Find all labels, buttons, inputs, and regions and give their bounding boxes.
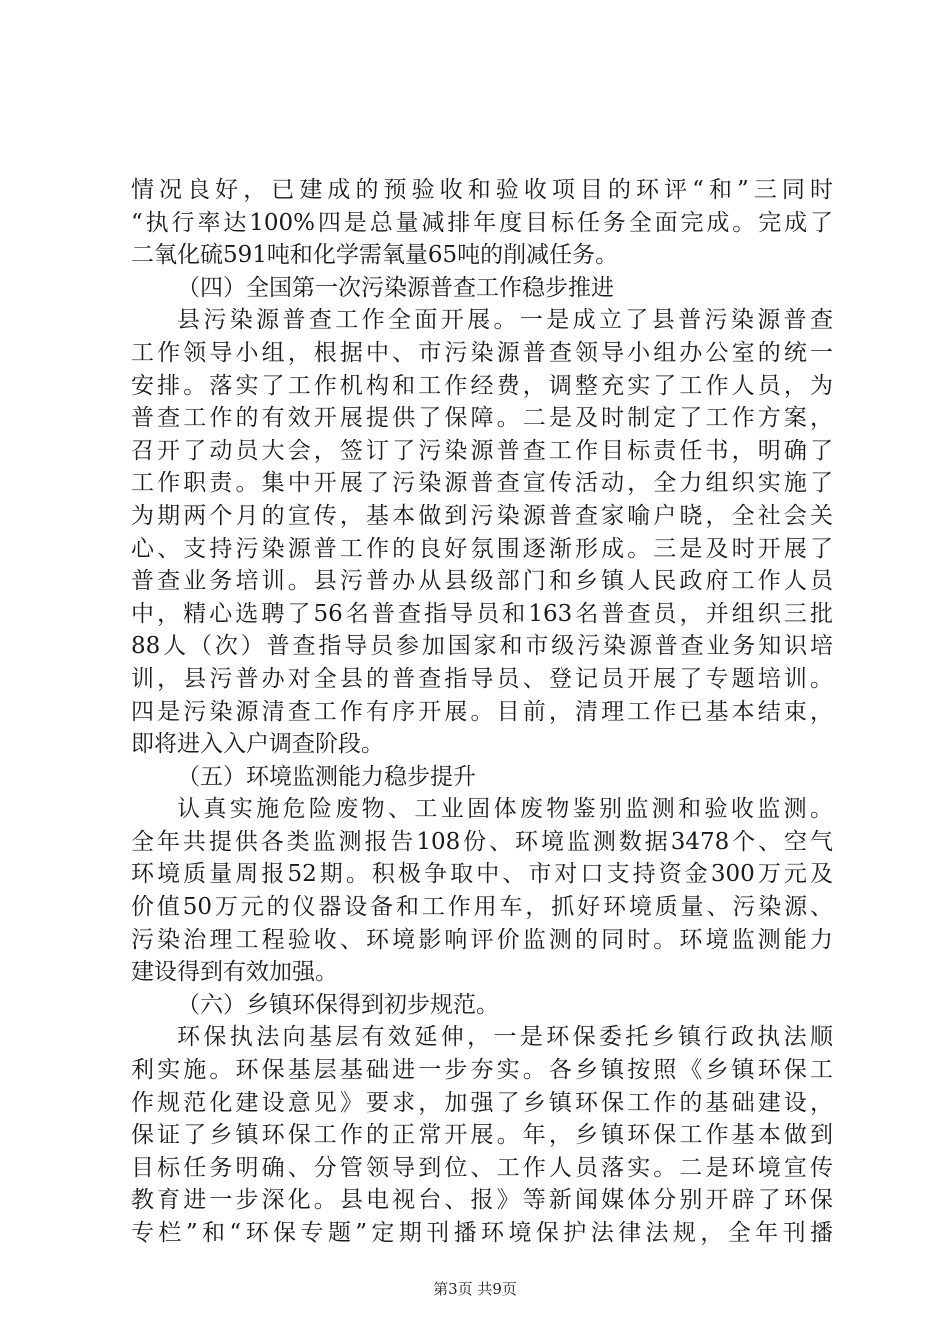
paragraph-line: 专栏”和“环保专题”定期刊播环境保护法律法规，全年刊播 — [131, 1220, 833, 1246]
paragraph-line: 认真实施危险废物、工业固体废物鉴别监测和验收监测。 — [177, 796, 833, 823]
paragraph-line: 全年共提供各类监测报告108份、环境监测数据3478个、空气 — [131, 828, 833, 855]
paragraph-line: 利实施。环保基层基础进一步夯实。各乡镇按照《乡镇环保工 — [131, 1057, 833, 1084]
page-number-footer: 第3页 共9页 — [433, 1280, 517, 1298]
document-body — [131, 174, 833, 1250]
section-heading: （四）全国第一次污染源普查工作稳步推进 — [177, 274, 614, 301]
paragraph-line: 四是污染源清查工作有序开展。目前，清理工作已基本结束， — [131, 698, 833, 725]
paragraph-line: 情况良好，已建成的预验收和验收项目的环评“和”三同时 — [131, 177, 833, 203]
paragraph-line: 召开了动员大会，签订了污染源普查工作目标责任书，明确了 — [131, 437, 833, 464]
paragraph-line: 目标任务明确、分管领导到位、工作人员落实。二是环境宣传 — [131, 1154, 833, 1181]
paragraph-line: 建设得到有效加强。 — [131, 959, 338, 986]
paragraph-line: 污染治理工程验收、环境影响评价监测的同时。环境监测能力 — [131, 926, 833, 953]
section-heading: （六）乡镇环保得到初步规范。 — [177, 991, 499, 1018]
paragraph-line: 环保执法向基层有效延伸，一是环保委托乡镇行政执法顺 — [177, 1024, 833, 1051]
paragraph-line: 88人（次）普查指导员参加国家和市级污染源普查业务知识培 — [131, 633, 833, 660]
paragraph-line: 安排。落实了工作机构和工作经费，调整充实了工作人员，为 — [131, 372, 833, 399]
paragraph-line: “执行率达100%四是总量减排年度目标任务全面完成。完成了 — [131, 209, 833, 236]
paragraph-line: 为期两个月的宣传，基本做到污染源普查家喻户晓，全社会关 — [131, 502, 833, 529]
section-heading: （五）环境监测能力稳步提升 — [177, 763, 476, 790]
paragraph-line: 普查工作的有效开展提供了保障。二是及时制定了工作方案， — [131, 405, 833, 432]
paragraph-line: 工作领导小组，根据中、市污染源普查领导小组办公室的统一 — [131, 339, 833, 366]
paragraph-line: 中，精心选聘了56名普查指导员和163名普查员，并组织三批 — [131, 600, 833, 627]
paragraph-line: 价值50万元的仪器设备和工作用车，抓好环境质量、污染源、 — [131, 894, 833, 921]
paragraph-line: 普查业务培训。县污普办从县级部门和乡镇人民政府工作人员 — [131, 568, 833, 595]
paragraph-line: 工作职责。集中开展了污染源普查宣传活动，全力组织实施了 — [131, 470, 833, 497]
paragraph-line: 教育进一步深化。县电视台、报》等新闻媒体分别开辟了环保 — [131, 1187, 833, 1214]
paragraph-line: 环境质量周报52期。积极争取中、市对口支持资金300万元及 — [131, 861, 833, 888]
paragraph-line: 二氧化硫591吨和化学需氧量65吨的削减任务。 — [131, 242, 619, 269]
paragraph-line: 训，县污普办对全县的普查指导员、登记员开展了专题培训。 — [131, 665, 833, 692]
paragraph-line: 心、支持污染源普工作的良好氛围逐渐形成。三是及时开展了 — [131, 535, 833, 562]
paragraph-line: 保证了乡镇环保工作的正常开展。年，乡镇环保工作基本做到 — [131, 1122, 833, 1149]
paragraph-line: 即将进入入户调查阶段。 — [131, 731, 384, 758]
paragraph-line: 县污染源普查工作全面开展。一是成立了县普污染源普查 — [177, 307, 833, 334]
paragraph-line: 作规范化建设意见》要求，加强了乡镇环保工作的基础建设， — [131, 1089, 833, 1116]
